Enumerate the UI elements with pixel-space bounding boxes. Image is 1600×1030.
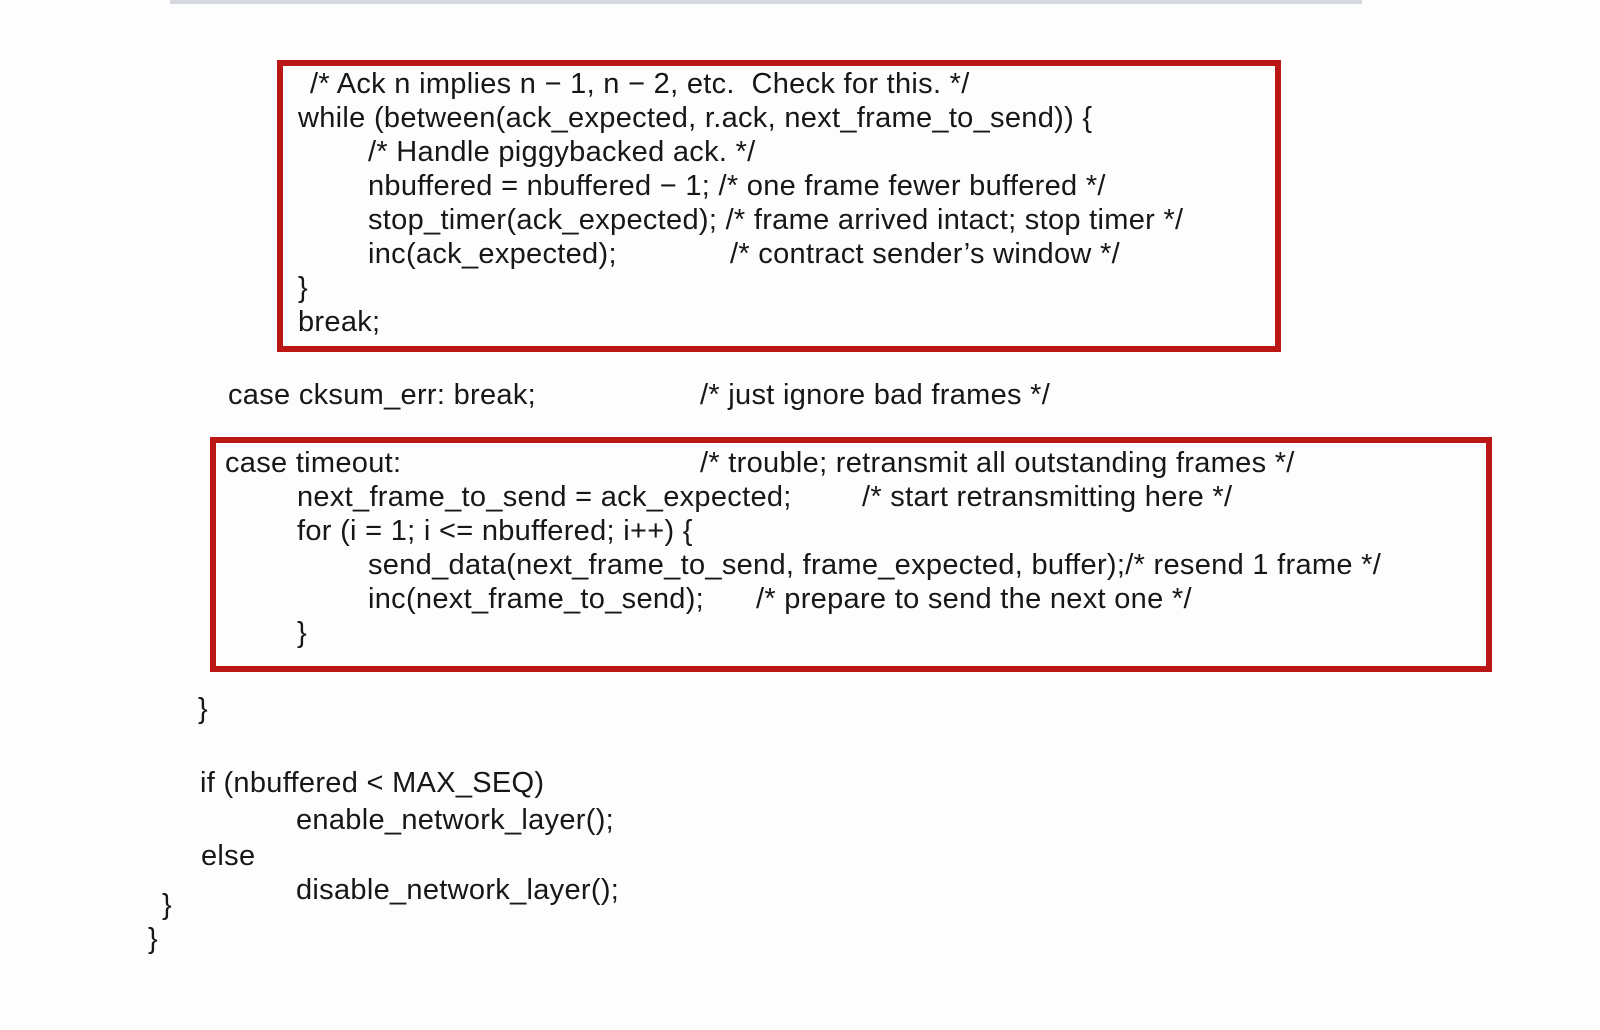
code-line: break; [298, 306, 381, 338]
code-line: inc(ack_expected); [368, 238, 617, 270]
code-comment: /* start retransmitting here */ [862, 481, 1233, 513]
code-line: } [198, 693, 208, 725]
code-line: send_data(next_frame_to_send, frame_expected, buffer);/* resend 1 frame */ [368, 549, 1382, 581]
code-line: case timeout: [225, 447, 402, 479]
code-line: case cksum_err: break; [228, 379, 536, 411]
code-comment: /* prepare to send the next one */ [756, 583, 1192, 615]
code-line: else [201, 840, 256, 872]
code-line: } [148, 923, 158, 955]
code-line: /* Ack n implies n − 1, n − 2, etc. Check for this. */ [310, 68, 970, 100]
code-line: next_frame_to_send = ack_expected; [297, 481, 792, 513]
code-line: enable_network_layer(); [296, 804, 615, 836]
code-line: /* Handle piggybacked ack. */ [368, 136, 756, 168]
code-line: } [298, 272, 308, 304]
code-line: for (i = 1; i <= nbuffered; i++) { [297, 515, 693, 547]
code-line: inc(next_frame_to_send); [368, 583, 705, 615]
code-line: } [297, 617, 307, 649]
code-line: while (between(ack_expected, r.ack, next_frame_to_send)) { [298, 102, 1093, 134]
code-line: nbuffered = nbuffered − 1; /* one frame fewer buffered */ [368, 170, 1106, 202]
code-comment: /* contract sender’s window */ [730, 238, 1120, 270]
code-line: disable_network_layer(); [296, 874, 620, 906]
code-line: stop_timer(ack_expected); /* frame arrived intact; stop timer */ [368, 204, 1184, 236]
code-line: if (nbuffered < MAX_SEQ) [200, 767, 545, 799]
code-line: } [162, 889, 172, 921]
code-comment: /* trouble; retransmit all outstanding frames */ [700, 447, 1295, 479]
code-comment: /* just ignore bad frames */ [700, 379, 1051, 411]
